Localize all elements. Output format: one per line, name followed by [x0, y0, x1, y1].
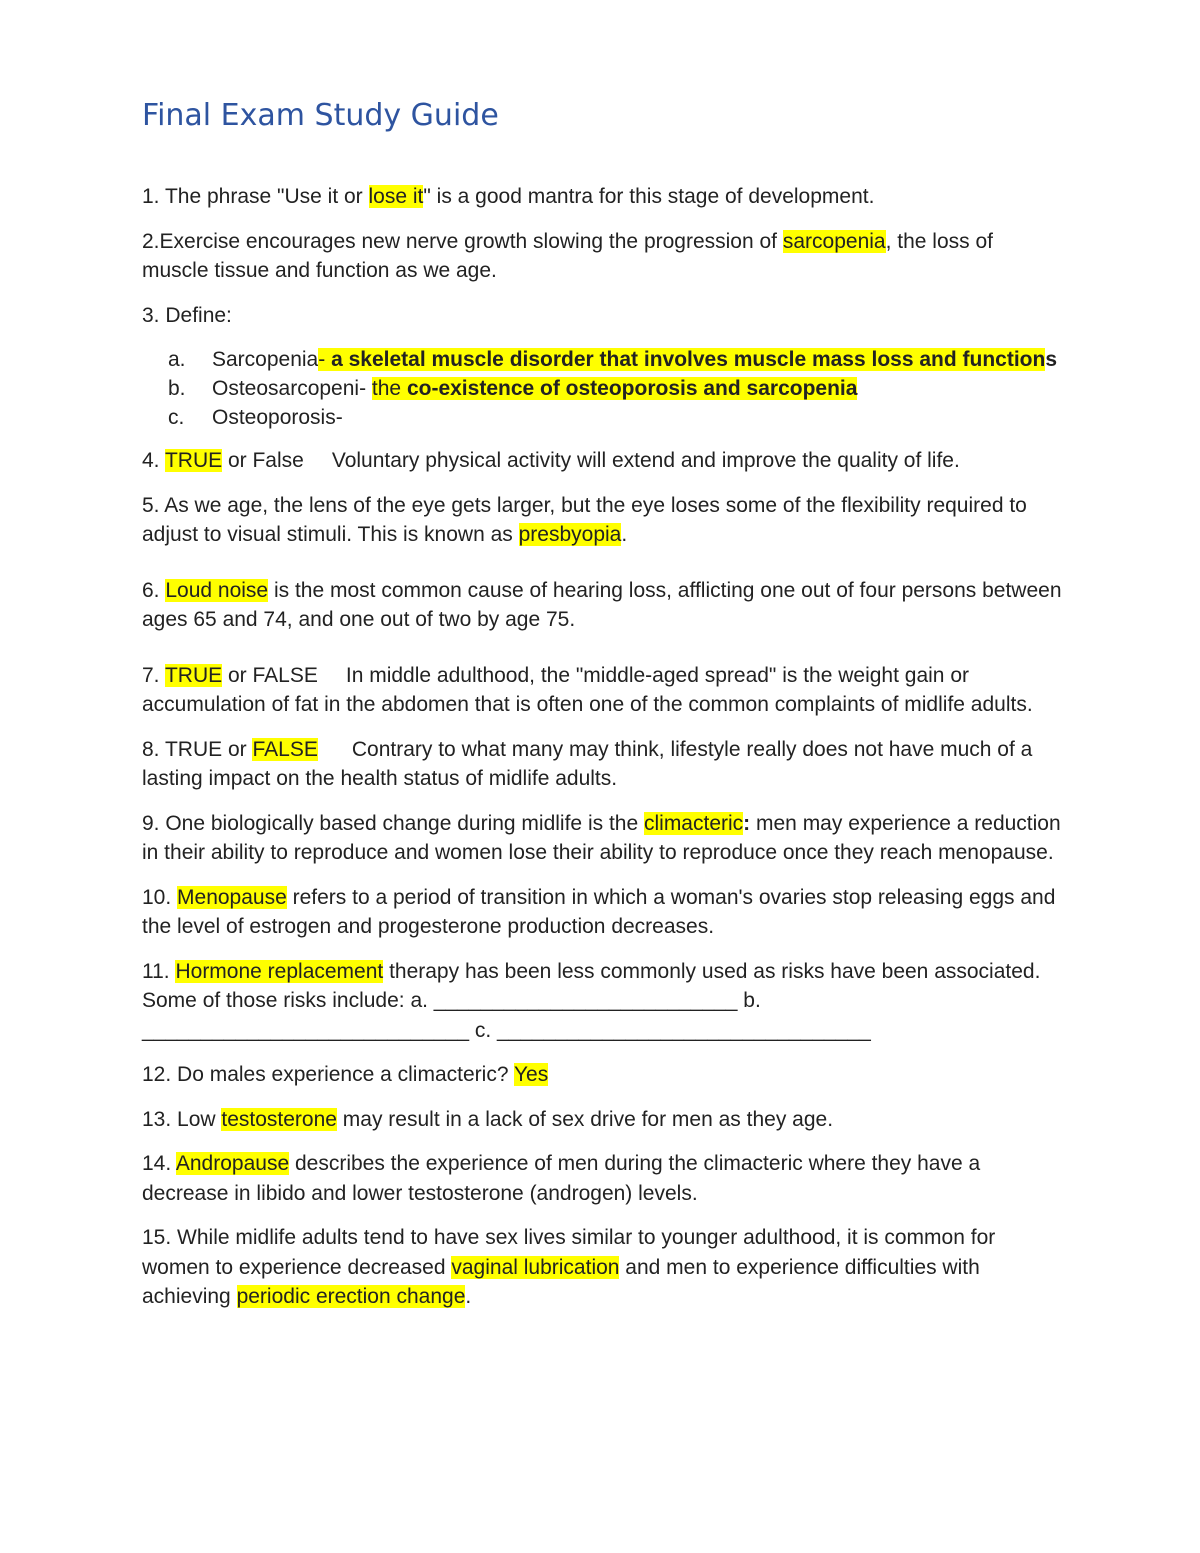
answer-highlight: a skeletal muscle disorder that involves muscle mass loss and functio [331, 348, 1033, 371]
question-15: 15. While midlife adults tend to have sex lives similar to younger adulthood, it is common for women to experience decreased vaginal lubrication and men to experience difficulties with achieving periodic erection change. [142, 1226, 996, 1308]
question-13: 13. Low testosterone may result in a lack of sex drive for men as they age. [142, 1107, 834, 1131]
answer-highlight: periodic erection change [236, 1285, 466, 1308]
question-3: 3. Define: [142, 303, 232, 327]
answer-highlight: TRUE [164, 663, 223, 687]
answer-highlight: lose it [368, 185, 424, 208]
question-4: 4. TRUE or False Voluntary physical activity will extend and improve the quality of life. [142, 449, 960, 472]
question-9: 9. One biologically based change during midlife is the climacteric: men may experience a reduction in their ability to reproduce and women lose their ability to reproduce once they reach menopause. [142, 811, 1061, 864]
answer-highlight: co-existence of osteoporosis and sarcopenia [406, 377, 858, 400]
list-marker: c. [168, 406, 185, 429]
question-5: 5. As we age, the lens of the eye gets larger, but the eye loses some of the flexibility required to adjust to visual stimuli. This is known as presbyopia. [142, 493, 1027, 546]
answer-highlight: sarcopenia [782, 229, 886, 253]
question-8: 8. TRUE or FALSE Contrary to what many may think, lifestyle really does not have much of a lasting impact on the health status of midlife adults. [142, 737, 1033, 790]
question-14: 14. Andropause describes the experience of men during the climacteric where they have a decrease in libido and lower testosterone (androgen) levels. [142, 1152, 981, 1205]
answer-highlight: Yes [513, 1063, 549, 1086]
question-1: 1. The phrase "Use it or lose it" is a good mantra for this stage of development. [142, 185, 875, 208]
definition-item-osteosarcopenia: b. Osteosarcopeni- the co-existence of osteoporosis and sarcopenia [168, 374, 1062, 403]
answer-highlight: testosterone [221, 1107, 337, 1131]
definition-item-osteoporosis: c. Osteoporosis- [168, 403, 1062, 432]
list-marker: b. [168, 377, 186, 400]
answer-highlight: Andropause [175, 1152, 290, 1175]
question-11: 11. Hormone replacement therapy has been less commonly used as risks have been associated. Some of those risks include: a. __________________________ b. ____________________________ c. ________________________________ [142, 959, 1041, 1042]
page-title: Final Exam Study Guide [142, 98, 499, 133]
answer-highlight: Menopause [177, 885, 287, 909]
question-2: 2.Exercise encourages new nerve growth slowing the progression of sarcopenia, the loss of muscle tissue and function as we age. [142, 229, 993, 282]
question-12: 12. Do males experience a climacteric? Yes [142, 1063, 549, 1086]
answer-highlight: Hormone replacement [175, 959, 384, 983]
document-body [142, 94, 1062, 1327]
answer-highlight: climacteric [643, 811, 744, 835]
answer-highlight: FALSE [252, 737, 318, 761]
definition-list [142, 345, 1062, 432]
question-6: 6. Loud noise is the most common cause of hearing loss, afflicting one out of four persons between ages 65 and 74, and one out of two by age 75. [142, 578, 1062, 631]
list-marker: a. [168, 348, 186, 371]
answer-highlight: Loud noise [165, 578, 269, 602]
question-10: 10. Menopause refers to a period of transition in which a woman's ovaries stop releasing eggs and the level of estrogen and progesterone production decreases. [142, 885, 1056, 938]
question-7: 7. TRUE or FALSE In middle adulthood, the "middle-aged spread" is the weight gain or accumulation of fat in the abdomen that is often one of the common complaints of midlife adults. [142, 663, 1033, 716]
answer-highlight: presbyopia [518, 523, 622, 546]
answer-highlight: vaginal lubrication [451, 1255, 620, 1279]
answer-highlight: TRUE [164, 449, 223, 472]
definition-item-sarcopenia: a. Sarcopenia- a skeletal muscle disorder that involves muscle mass loss and functions [168, 345, 1062, 374]
